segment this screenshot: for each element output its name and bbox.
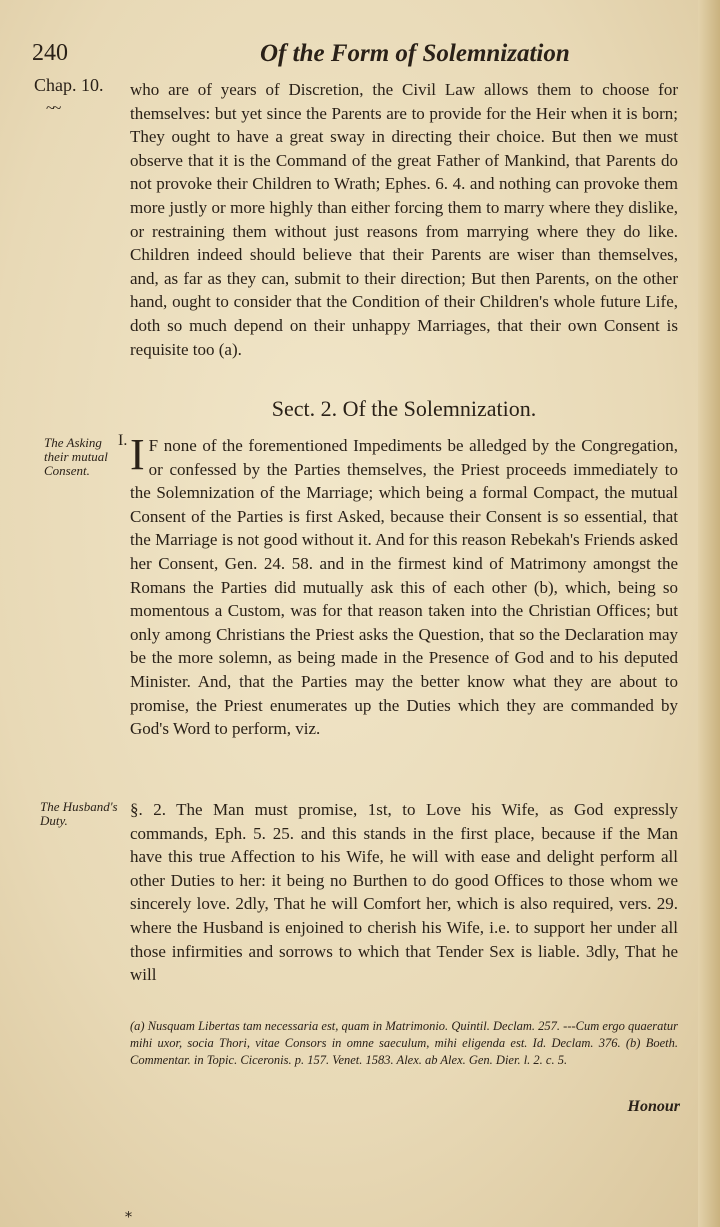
page-number: 240 xyxy=(32,40,68,66)
footnotes: (a) Nusquam Libertas tam necessaria est, quam in Matrimonio. Quintil. Declam. 257. ---Cum ergo quaeratur mihi uxor, socia Thori, vitae Consors in omne saeculum, mihi eligenda est. Id. Declam. 376. (b) Boeth. Commentar. in Topic. Ciceronis. p. 157. Venet. 1583. Alex. ab Alex. Gen. Dier. l. 2. c. 5. xyxy=(130,1019,678,1067)
paragraph-solemnization xyxy=(130,430,678,741)
page-gutter-shadow xyxy=(698,0,720,1227)
section-heading: Sect. 2. Of the Solemnization. xyxy=(271,396,537,421)
ornament-flourish: ~~ xyxy=(46,100,60,117)
margin-note-asking-consent: The Asking their mutual Consent. xyxy=(44,435,108,478)
margin-chapter-label: Chap. 10. xyxy=(34,75,104,95)
drop-capital: I xyxy=(130,430,145,479)
running-title: Of the Form of Solemnization xyxy=(260,40,570,67)
margin-note-husband-duty: The Husband's Duty. xyxy=(40,799,118,828)
page-header xyxy=(30,40,690,72)
paragraph-number: I. xyxy=(118,432,128,449)
paragraph-solemnization-text: F none of the forementioned Impediments be alledged by the Congregation, or confessed by the Parties themselves, the Priest proceeds immediately to the Solemnization of the Marriage; which being a formal Compact, the mutual Consent of the Parties is first Asked, because their Consent is so essential, that the Marriage is not good without it. And for this reason Rebekah's Friends asked her Consent, Gen. 24. 58. and in the firmest kind of Matrimony amongst the Romans the Parties did mutually ask this of each other (b), which, being so momentous a Custom, was for that reason taken into the Christian Offices; but only among Christians the Priest asks the Question, that so the Declaration may be the more solemn, as being made in the Presence of God and to his deputed Minister. And, that the Parties may the better know what they are about to promise, the Priest enumerates up the Duties which they are commanded by God's Word to perform, viz. xyxy=(130,436,678,739)
paragraph-discretion: who are of years of Discretion, the Civil Law allows them to choose for themselves: but yet since the Parents are to provide for the Heir when it is born; They ought to have a great sway in directing their choice. But then we must observe that it is the Command of the great Father of Mankind, that Parents do not provoke their Children to Wrath; Ephes. 6. 4. and nothing can provoke them more justly or more highly than either forcing them to marry where they dislike, or restraining them without just reasons from marrying where they do like. Children indeed should believe that their Parents are wiser than themselves, and, as far as they can, submit to their direction; But then Parents, on the other hand, ought to consider that the Condition of their Children's whole future Life, doth so much depend on their unhappy Marriages, that their own Consent is requisite too (a). xyxy=(130,80,678,359)
paragraph-husband-duty: §. 2. The Man must promise, 1st, to Love his Wife, as God expressly commands, Eph. 5. 25. and this stands in the first place, because if the Man have this true Affection to his Wife, he will with ease and delight perform all other Duties to her: it being no Burthen to do good Offices to those whom we sincerely love. 2dly, That he will Comfort her, which is also required, vers. 29. where the Husband is enjoined to cherish his Wife, i.e. to support her under all those infirmities and sorrows to which that Tender Sex is liable. 3dly, That he will xyxy=(130,800,678,985)
ink-smudge: ⁎ xyxy=(125,1206,132,1221)
catchword: Honour xyxy=(627,1098,680,1115)
